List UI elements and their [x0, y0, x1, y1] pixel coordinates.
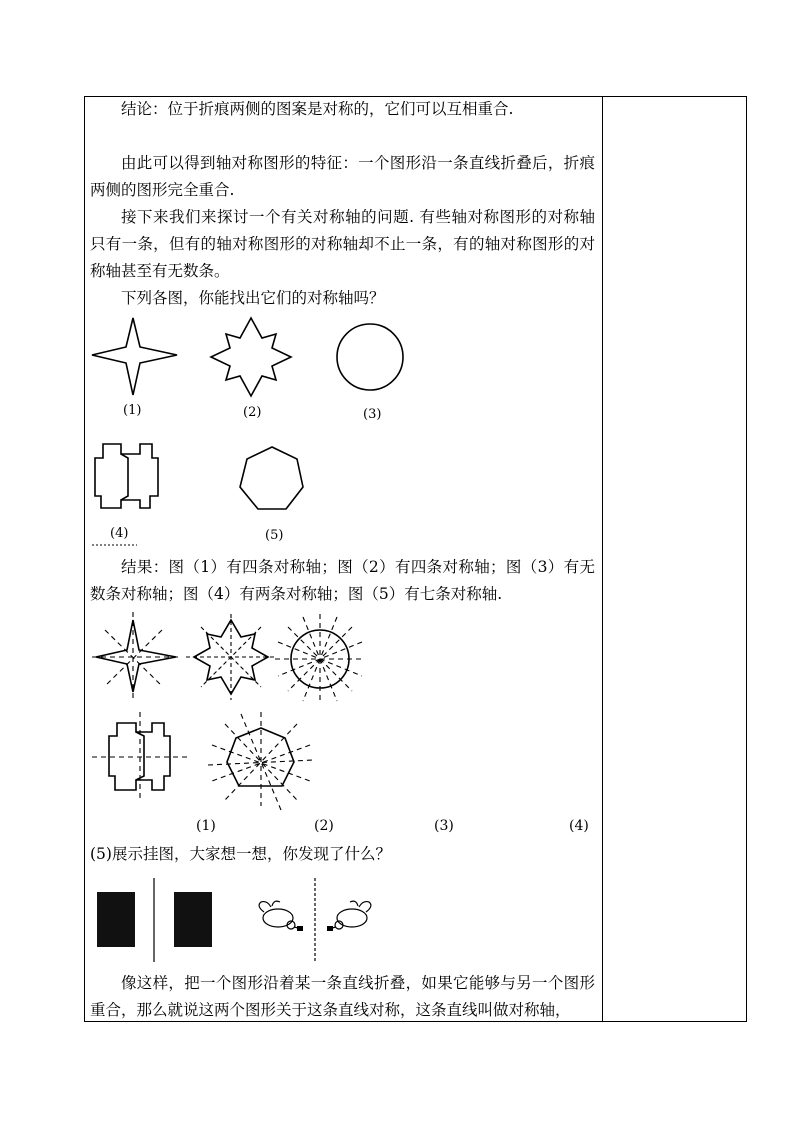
axis-figure-label-1: (1)	[196, 818, 216, 834]
paragraph-axis-feature: 由此可以得到轴对称图形的特征：一个图形沿一条直线折叠后，折痕两侧的图形完全重合.	[90, 154, 595, 199]
paragraph-conclusion: 结论：位于折痕两侧的图案是对称的，它们可以互相重合.	[121, 100, 514, 118]
figure-label-3: (3)	[363, 407, 382, 422]
paragraph-find-axes: 下列各图，你能找出它们的对称轴吗？	[121, 289, 385, 307]
axis-figure-label-2: (2)	[314, 818, 334, 834]
axis-figure-label-4: (4)	[569, 818, 589, 834]
paragraph-axis-question: 接下来我们来探讨一个有关对称轴的问题. 有些轴对称图形的对称轴只有一条，但有的轴对称图形的对称轴却不止一条，有的轴对称图形的对称轴甚至有无数条。	[90, 208, 595, 280]
paragraph-result: 结果：图（1）有四条对称轴；图（2）有四条对称轴；图（3）有无数条对称轴；图（4）有两条对称轴；图（5）有七条对称轴.	[90, 558, 595, 603]
figure-label-4: (4)	[110, 526, 129, 541]
figure-label-2: (2)	[243, 405, 262, 420]
paragraph-poster: (5)展示挂图，大家想一想，你发现了什么？	[90, 845, 391, 863]
axis-figure-label-3: (3)	[434, 818, 454, 834]
paragraph-definition: 像这样，把一个图形沿着某一条直线折叠，如果它能够与另一个图形重合，那么就说这两个图形关于这条直线对称，这条直线叫做对称轴，	[90, 974, 595, 1019]
figure-label-5: (5)	[265, 528, 284, 543]
figure-label-1: (1)	[123, 403, 142, 418]
